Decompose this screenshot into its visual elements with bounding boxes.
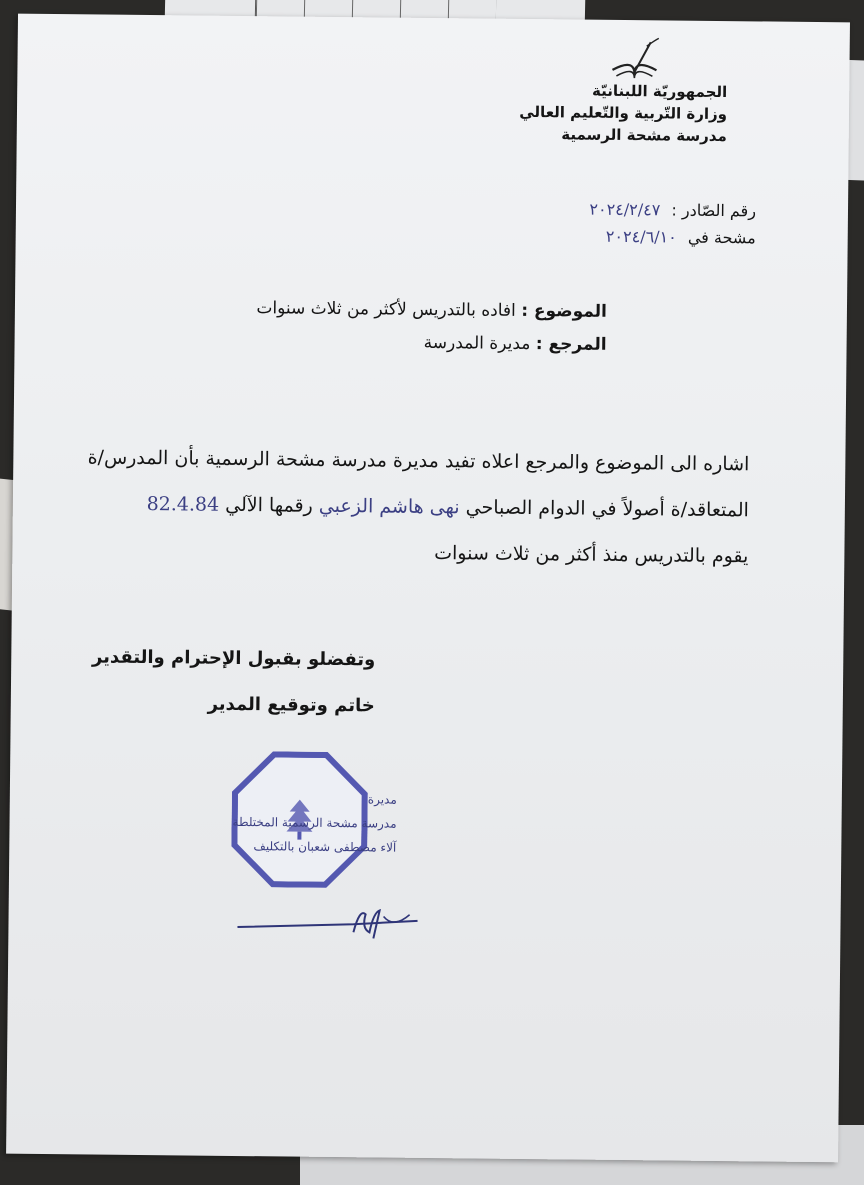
subject-label: الموضوع : [521,300,608,322]
letter-date-value: ٢٠٢٤/٦/١٠ [605,226,677,247]
reference-value: مديرة المدرسة [423,332,531,355]
letter-date [589,223,756,252]
letterhead [427,78,728,147]
subject-value: افاده بالتدريس لأكثر من ثلاث سنوات [256,298,516,321]
letterhead-school: مدرسة مشحة الرسمية [561,125,727,146]
principal-title: مديرة [367,792,397,807]
principal-name: آلاء مصطفى شعبان بالتكليف [253,839,397,855]
letterhead-republic: الجمهوريّة اللبنانيّة [591,81,728,102]
closing-regards: وتفضلو بقبول الإحترام والتقدير [91,646,376,671]
letterhead-ministry: وزارة التّربية والتّعليم العالي [519,102,728,124]
subject-block [256,292,607,362]
body-line-3: يقوم بالتدريس منذ أكثر من ثلاث سنوات [434,542,749,568]
outgoing-number-value: ٢٠٢٤/٢/٤٧ [589,199,661,220]
letter-body [88,434,749,579]
outgoing-number-label: رقم الصّادر : [671,200,757,221]
signature-icon [233,901,423,943]
body-line-2-end: رقمها الآلي [225,493,313,517]
teacher-name: نهى هاشم الزعبي [318,494,460,519]
body-line-2 [89,480,749,533]
reference-label: المرجع : [535,334,607,355]
letter-page [6,14,850,1163]
principal-school: مدرسة مشحة الرسمية المختلطة [232,814,397,831]
ministry-book-logo-icon [604,36,664,81]
body-line-2-start: المتعاقد/ة أصولاً في الدوام الصباحي [465,496,749,522]
principal-stamp-text [232,786,397,860]
closing-stamp-signature: خاتم وتوقيع المدير [207,693,375,717]
body-line-1: اشاره الى الموضوع والمرجع اعلاه تفيد مديرة مدرسة مشحة الرسمية بأن المدرس/ة [87,446,750,476]
reference-block [589,196,756,252]
closing-block [91,634,375,729]
letter-date-label: مشحة في [687,227,756,248]
outgoing-number [589,196,756,225]
teacher-number: 82.4.84 [146,493,220,516]
